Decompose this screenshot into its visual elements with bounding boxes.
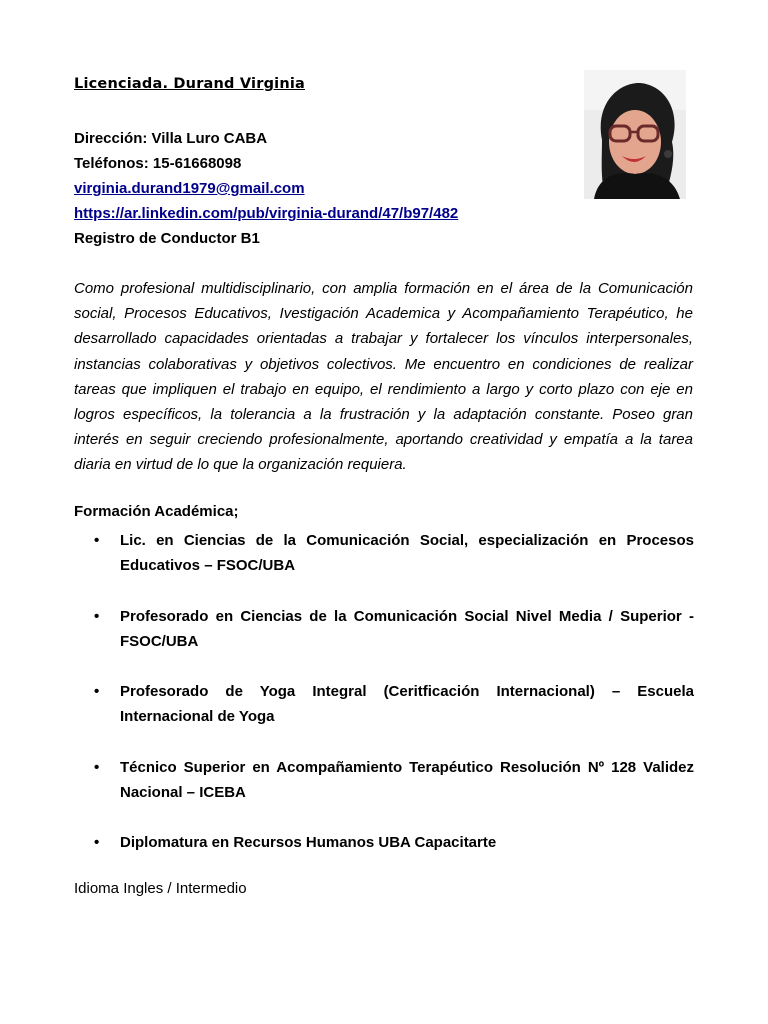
education-item: Técnico Superior en Acompañamiento Terapéutico Resolución Nº 128 Validez Nacional – ICEBA <box>120 758 694 802</box>
profile-summary: Como profesional multidisciplinario, con amplia formación en el área de la Comunicación social, Procesos Educativos, Ivestigación Academica y Acompañamiento Terapéutico, he desarrollado capacidades orientadas a trabajar y fortalecer los vínculos interpersonales, instancias colaborativas y objetivos colectivos. Me encuentro en condiciones de realizar tareas que impliquen el trabajo en equipo, el rendimiento a largo y corto plazo con eje en logros específicos, la tolerancia a la frustración y la adaptación constante. Poseo gran interés en seguir creciendo profesionalmente, aportando creatividad y empatía a la tarea diaria en virtud de lo que la organización requiera. <box>74 280 693 474</box>
address-line <box>74 126 458 151</box>
education-item: Profesorado de Yoga Integral (Ceritficación Internacional) – Escuela Internacional de Yoga <box>120 683 694 726</box>
education-item: Diplomatura en Recursos Humanos UBA Capacitarte <box>120 834 497 852</box>
list-item <box>74 830 694 855</box>
language-level: Idioma Ingles / Intermedio <box>74 880 247 897</box>
cv-title: Licenciada. Durand Virginia <box>74 76 305 92</box>
linkedin-link[interactable]: https://ar.linkedin.com/pub/virginia-durand/47/b97/482 <box>74 205 459 222</box>
education-item: Lic. en Ciencias de la Comunicación Social, especialización en Procesos Educativos – FSOC/UBA <box>120 532 694 575</box>
education-item: Profesorado en Ciencias de la Comunicación Social Nivel Media / Superior - FSOC/UBA <box>120 607 694 650</box>
profile-photo <box>584 70 686 199</box>
bullet-icon: • <box>94 834 100 852</box>
email-link[interactable]: virginia.durand1979@gmail.com <box>74 180 305 197</box>
list-item <box>74 755 694 806</box>
address-label: Dirección: <box>74 130 148 147</box>
address-value: Villa Luro CABA <box>151 130 268 147</box>
phone-label: Teléfonos: <box>74 155 149 172</box>
education-title: Formación Académica; <box>74 503 239 520</box>
phone-line <box>74 151 458 176</box>
bullet-icon: • <box>94 758 100 776</box>
list-item <box>74 604 694 655</box>
driver-license: Registro de Conductor B1 <box>74 230 260 247</box>
education-list <box>74 528 694 881</box>
bullet-icon: • <box>94 683 100 701</box>
list-item <box>74 679 694 730</box>
bullet-icon: • <box>94 607 100 625</box>
bullet-icon: • <box>94 532 100 549</box>
list-item <box>74 528 694 579</box>
phone-value: 15-61668098 <box>152 155 242 172</box>
linkedin-line <box>74 201 458 226</box>
contact-block <box>74 126 458 251</box>
email-line <box>74 176 458 201</box>
